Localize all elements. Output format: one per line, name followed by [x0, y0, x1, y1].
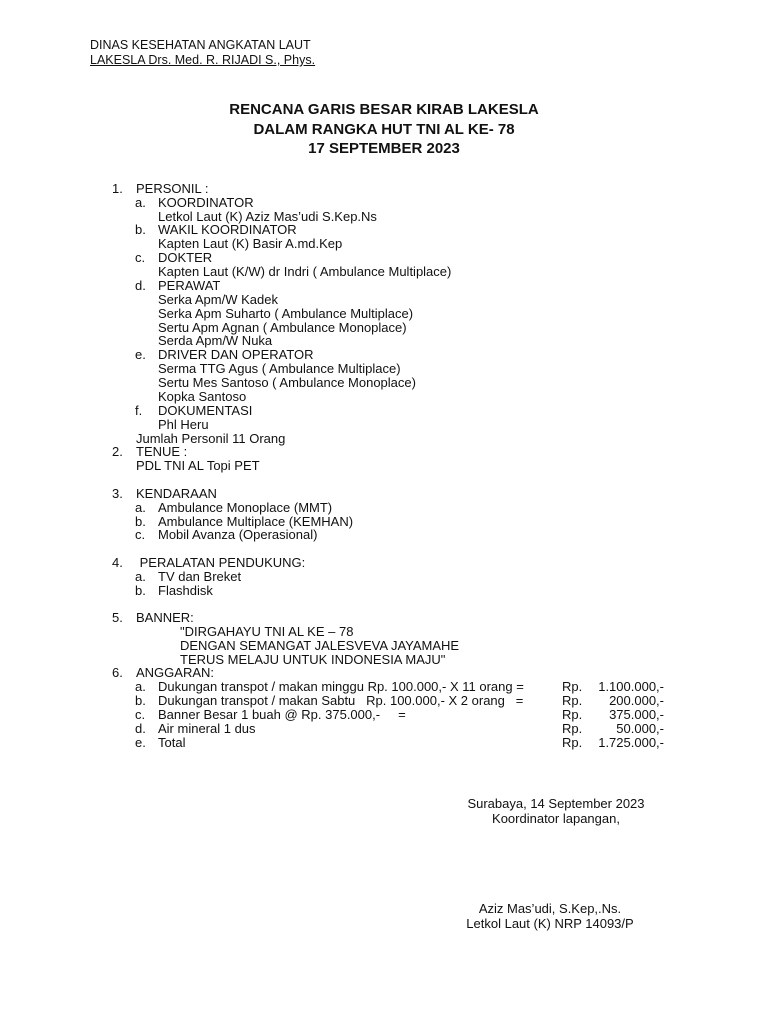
item-letter: e. [135, 347, 146, 362]
section-label: PERALATAN PENDUKUNG: [136, 555, 306, 570]
document-title-date: 17 SEPTEMBER 2023 [308, 140, 460, 157]
item-letter: a. [135, 195, 146, 210]
item-letter: d. [135, 721, 146, 736]
role-driver-operator: DRIVER DAN OPERATOR [158, 347, 314, 362]
item-letter: a. [135, 679, 146, 694]
currency-label: Rp. [562, 707, 583, 722]
signatory-rank-nrp: Letkol Laut (K) NRP 14093/P [466, 916, 634, 931]
document-title-line2: DALAM RANGKA HUT TNI AL KE- 78 [253, 121, 515, 138]
budget-amount: 200.000,- [609, 693, 664, 708]
person-name: Serda Apm/W Nuka [158, 333, 273, 348]
item-letter: f. [135, 403, 143, 418]
person-name: Phl Heru [158, 417, 209, 432]
person-name: Sertu Apm Agnan ( Ambulance Monoplace) [158, 320, 407, 335]
item-letter: e. [135, 735, 146, 750]
currency-label: Rp. [562, 693, 583, 708]
role-perawat: PERAWAT [158, 278, 221, 293]
budget-description: Banner Besar 1 buah @ Rp. 375.000,- = [158, 707, 406, 722]
role-dokumentasi: DOKUMENTASI [158, 403, 253, 418]
signatory-name: Aziz Mas’udi, S.Kep,.Ns. [478, 901, 622, 916]
item-letter: a. [135, 569, 146, 584]
section-label: KENDARAAN [136, 486, 217, 501]
section-number: 5. [112, 610, 123, 625]
item-letter: b. [135, 583, 146, 598]
currency-label: Rp. [562, 721, 583, 736]
equipment-item: TV dan Breket [158, 569, 242, 584]
item-letter: c. [135, 707, 146, 722]
budget-amount: 50.000,- [616, 721, 664, 736]
budget-total-amount: 1.725.000,- [598, 735, 664, 750]
place-date: Surabaya, 14 September 2023 [467, 796, 645, 811]
person-name: Serma TTG Agus ( Ambulance Multiplace) [158, 361, 401, 376]
section-number: 3. [112, 486, 123, 501]
person-name: Kapten Laut (K) Basir A.md.Kep [158, 236, 343, 251]
section-label: TENUE : [136, 444, 188, 459]
person-name: Serka Apm/W Kadek [158, 292, 278, 307]
uniform-value: PDL TNI AL Topi PET [136, 458, 260, 473]
document-title-line1: RENCANA GARIS BESAR KIRAB LAKESLA [229, 101, 539, 118]
budget-amount: 375.000,- [609, 707, 664, 722]
budget-description: Dukungan transpot / makan minggu Rp. 100.000,- X 11 orang = [158, 679, 524, 694]
section-label: PERSONIL : [136, 181, 209, 196]
role-wakil-koordinator: WAKIL KOORDINATOR [158, 222, 297, 237]
role-dokter: DOKTER [158, 250, 213, 265]
section-label: ANGGARAN: [136, 665, 215, 680]
org-subunit: LAKESLA Drs. Med. R. RIJADI S., Phys. [90, 53, 316, 67]
section-label: BANNER: [136, 610, 194, 625]
person-name: Kapten Laut (K/W) dr Indri ( Ambulance Multiplace) [158, 264, 452, 279]
item-letter: b. [135, 514, 146, 529]
person-name: Sertu Mes Santoso ( Ambulance Monoplace) [158, 375, 416, 390]
banner-text-line: TERUS MELAJU UNTUK INDONESIA MAJU" [180, 652, 446, 667]
section-number: 6. [112, 665, 123, 680]
person-name: Serka Apm Suharto ( Ambulance Multiplace) [158, 306, 414, 321]
person-name: Kopka Santoso [158, 389, 247, 404]
item-letter: b. [135, 693, 146, 708]
currency-label: Rp. [562, 679, 583, 694]
equipment-item: Flashdisk [158, 583, 213, 598]
banner-text-line: "DIRGAHAYU TNI AL KE – 78 [180, 624, 354, 639]
budget-amount: 1.100.000,- [598, 679, 664, 694]
banner-text-line: DENGAN SEMANGAT JALESVEVA JAYAMAHE [180, 638, 460, 653]
person-name: Letkol Laut (K) Aziz Mas’udi S.Kep.Ns [158, 209, 377, 224]
budget-description: Air mineral 1 dus [158, 721, 256, 736]
section-number: 1. [112, 181, 123, 196]
role-koordinator: KOORDINATOR [158, 195, 254, 210]
budget-description: Dukungan transpot / makan Sabtu Rp. 100.000,- X 2 orang = [158, 693, 524, 708]
signatory-role: Koordinator lapangan, [492, 811, 620, 826]
item-letter: d. [135, 278, 146, 293]
personnel-total: Jumlah Personil 11 Orang [136, 431, 286, 446]
vehicle-item: Ambulance Multiplace (KEMHAN) [158, 514, 354, 529]
budget-description: Total [158, 735, 186, 750]
vehicle-item: Mobil Avanza (Operasional) [158, 527, 318, 542]
vehicle-item: Ambulance Monoplace (MMT) [158, 500, 333, 515]
item-letter: c. [135, 527, 146, 542]
item-letter: a. [135, 500, 146, 515]
item-letter: c. [135, 250, 146, 265]
currency-label: Rp. [562, 735, 583, 750]
section-number: 2. [112, 444, 123, 459]
section-number: 4. [112, 555, 123, 570]
org-name: DINAS KESEHATAN ANGKATAN LAUT [90, 38, 311, 52]
item-letter: b. [135, 222, 146, 237]
